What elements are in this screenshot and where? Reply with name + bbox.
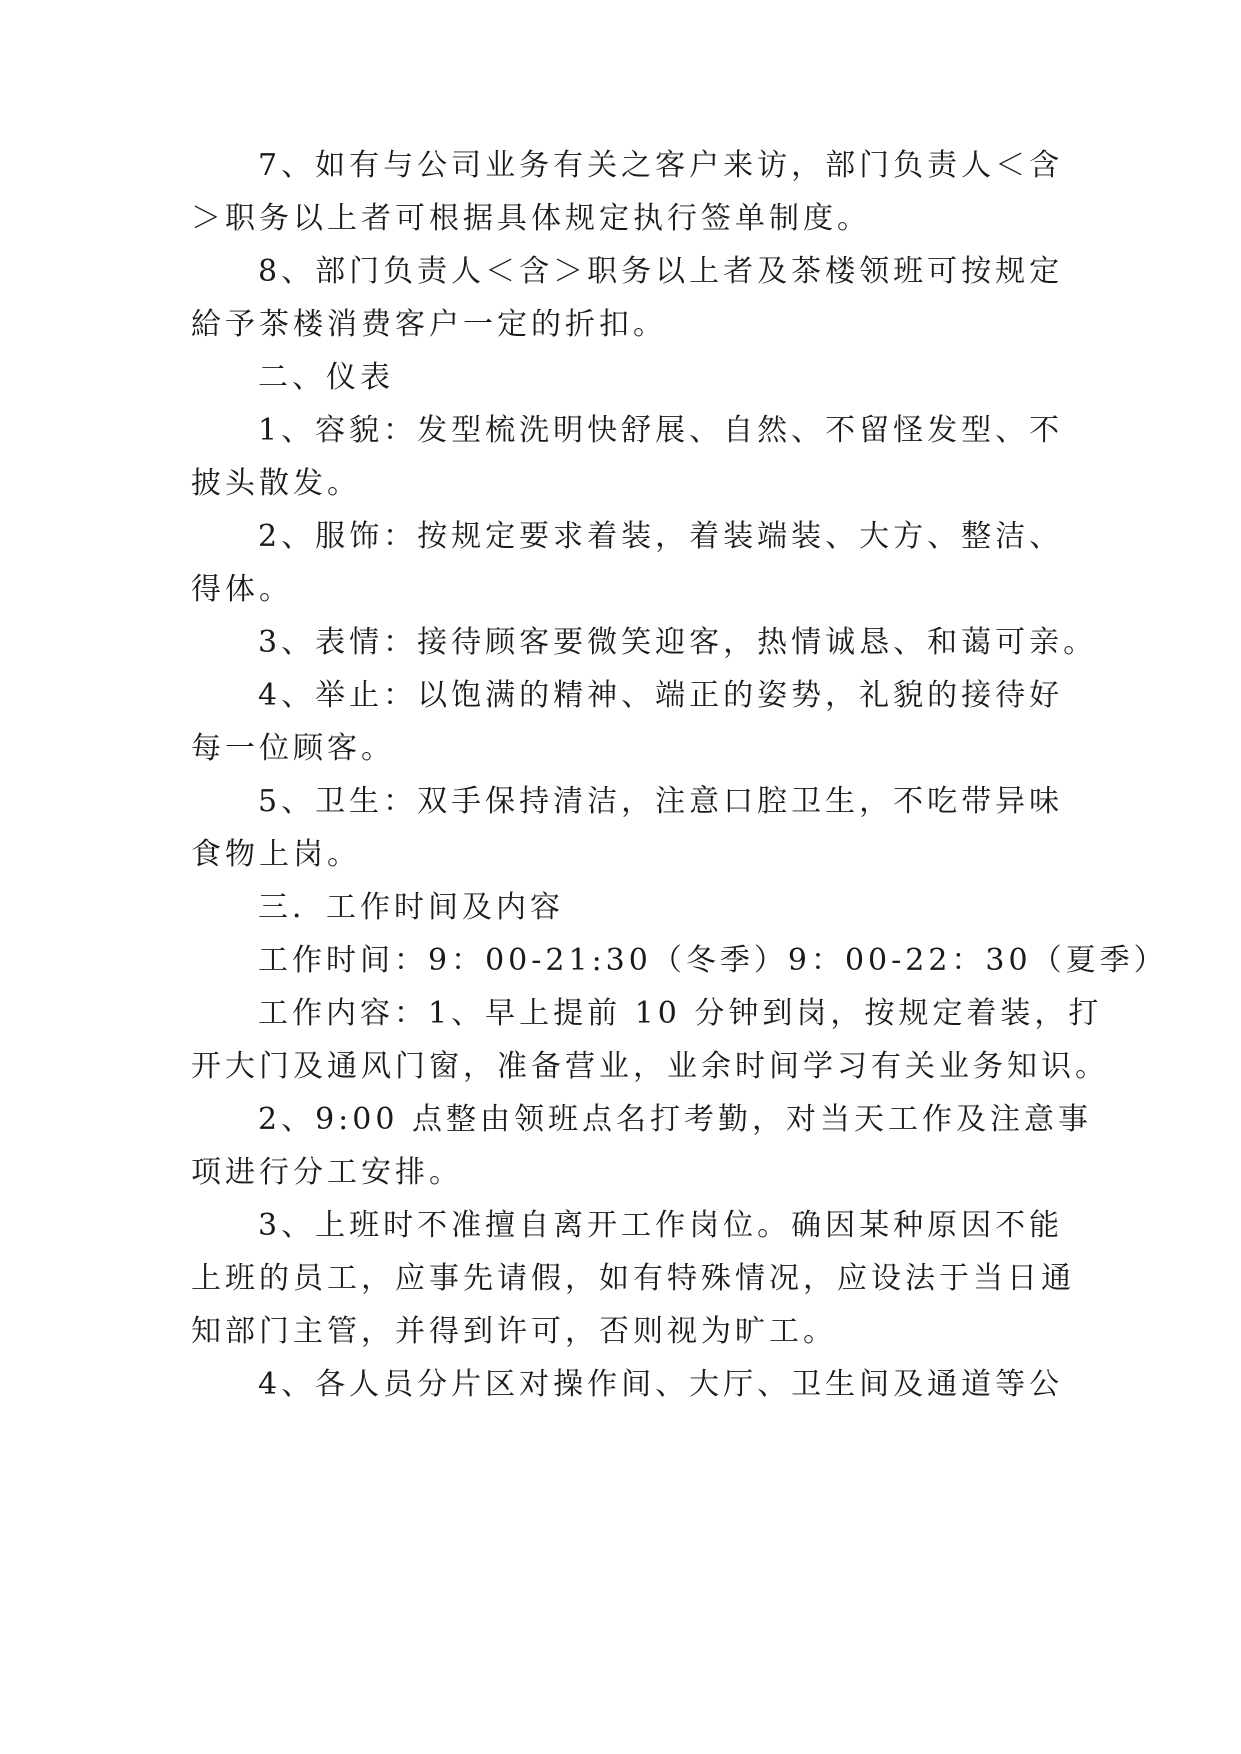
text-line: 3、上班时不准擅自离开工作岗位。确因某种原因不能 [258, 1208, 1064, 1243]
text-line: 給予茶楼消费客户一定的折扣。 [191, 307, 667, 342]
text-line: 工作内容：1、早上提前 10 分钟到岗，按规定着装，打 [258, 996, 1103, 1031]
text-line: 项进行分工安排。 [191, 1155, 463, 1190]
text-line: 4、各人员分片区对操作间、大厅、卫生间及通道等公 [258, 1367, 1064, 1402]
text-line: 披头散发。 [191, 466, 361, 501]
text-line: 2、服饰：按规定要求着装，着装端装、大方、整洁、 [258, 519, 1064, 554]
text-line: ＞职务以上者可根据具体规定执行签单制度。 [191, 201, 871, 236]
text-line: 上班的员工，应事先请假，如有特殊情况，应设法于当日通 [191, 1261, 1075, 1296]
text-line: 工作时间：9：00-21:30（冬季）9：00-22：30（夏季） [258, 943, 1168, 978]
text-line: 开大门及通风门窗，准备营业，业余时间学习有关业务知识。 [191, 1049, 1109, 1084]
text-line: 每一位顾客。 [191, 731, 395, 766]
text-line: 3、表情：接待顾客要微笑迎客，热情诚恳、和蔼可亲。 [258, 625, 1098, 660]
text-line: 食物上岗。 [191, 837, 361, 872]
text-line: 5、卫生：双手保持清洁，注意口腔卫生，不吃带异味 [258, 784, 1064, 819]
text-line: 1、容貌：发型梳洗明快舒展、自然、不留怪发型、不 [258, 413, 1064, 448]
section-heading: 三．工作时间及内容 [258, 890, 564, 925]
text-line: 得体。 [191, 572, 293, 607]
section-heading: 二、仪表 [258, 360, 394, 395]
text-line: 知部门主管，并得到许可，否则视为旷工。 [191, 1314, 837, 1349]
text-line: 7、如有与公司业务有关之客户来访，部门负责人＜含 [258, 148, 1064, 183]
text-line: 2、9:00 点整由领班点名打考勤，对当天工作及注意事 [258, 1102, 1092, 1137]
text-line: 4、举止：以饱满的精神、端正的姿势，礼貌的接待好 [258, 678, 1064, 713]
text-line: 8、部门负责人＜含＞职务以上者及茶楼领班可按规定 [258, 254, 1064, 289]
